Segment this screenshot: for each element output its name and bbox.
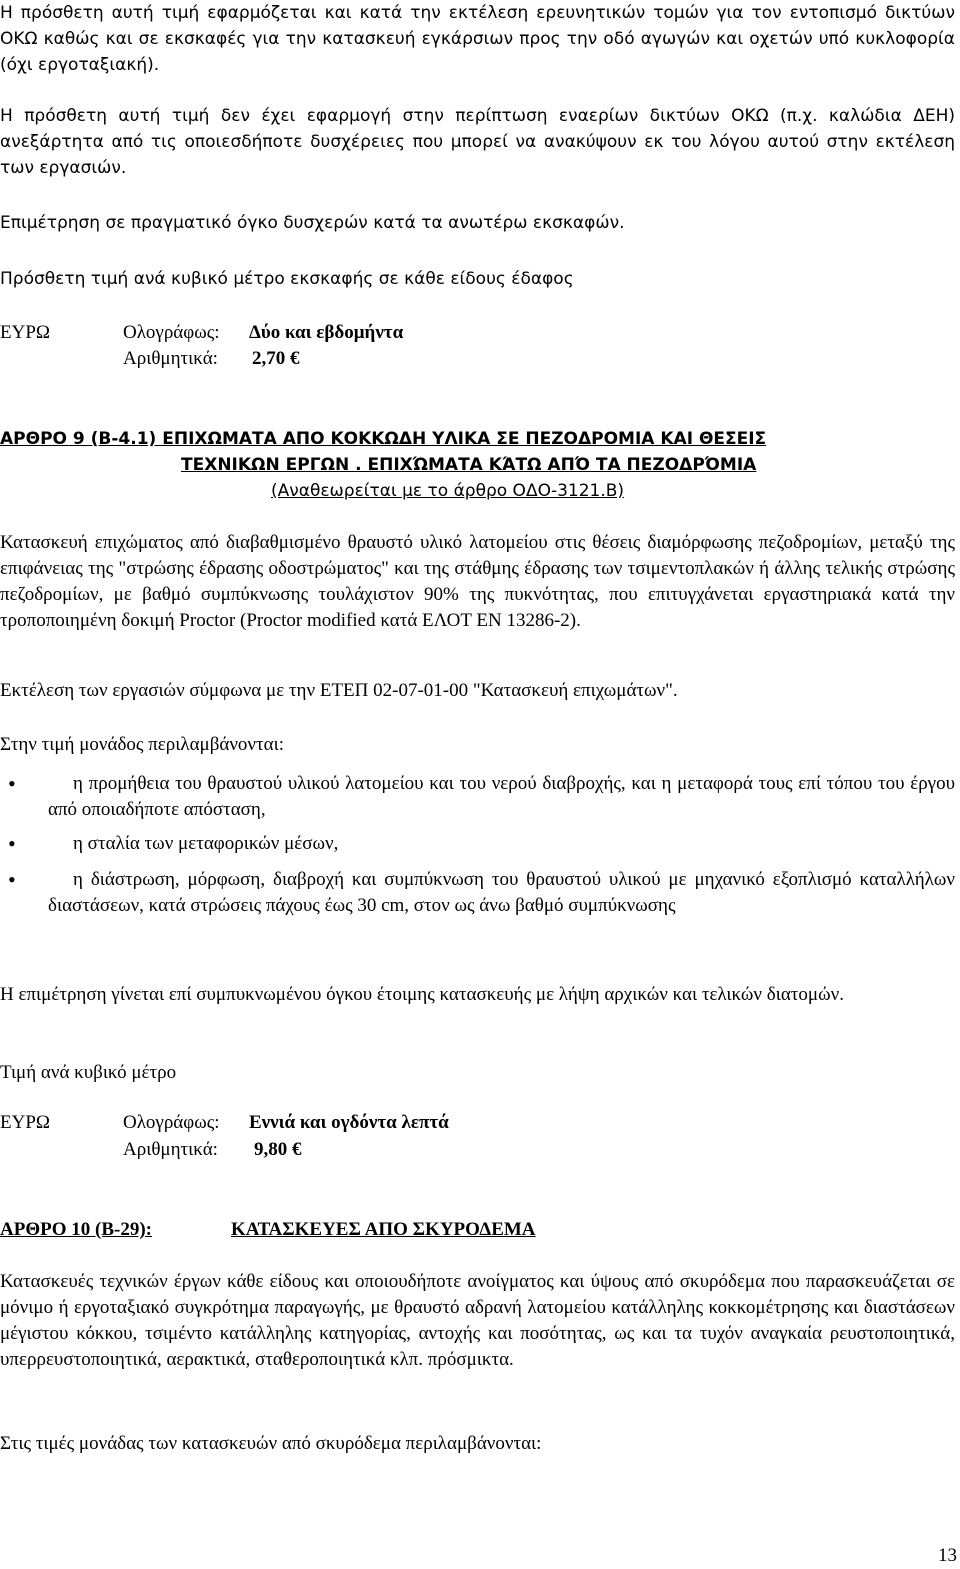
price-numeric-label: Αριθμητικά: [123,1139,218,1160]
price-numeric-value: 9,80 € [254,1139,302,1160]
article-9-paragraph-2: Εκτέλεση των εργασιών σύμφωνα με την ΕΤΕΠ 02-07-01-00 "Κατασκευή επιχωμάτων". [0,680,678,701]
bullet-icon: • [8,771,16,796]
price-words-value: Δύο και εβδομήντα [249,322,404,343]
article-9-heading-line-2: ΤΕΧΝΙΚΩΝ ΕΡΓΩΝ . ΕΠΙΧΏΜΑΤΑ ΚΆΤΩ ΑΠΌ ΤΑ ΠΕΖΟΔΡΌΜΙΑ [181,455,757,475]
intro-paragraph-3: Επιμέτρηση σε πραγματικό όγκο δυσχερών κατά τα ανωτέρω εκσκαφών. [0,213,625,233]
article-9-heading-line-1: ΑΡΘΡΟ 9 (Β-4.1) ΕΠΙΧΩΜΑΤΑ ΑΠΟ ΚΟΚΚΩΔΗ ΥΛΙΚΑ ΣΕ ΠΕΖΟΔΡΟΜΙΑ ΚΑΙ ΘΕΣΕΙΣ [0,429,767,449]
price-words-value: Εννιά και ογδόντα λεπτά [249,1112,449,1133]
price-numeric-value: 2,70 € [252,348,300,369]
page-number: 13 [938,1545,957,1566]
intro-paragraph-1: Η πρόσθετη αυτή τιμή εφαρμόζεται και κατά την εκτέλεση ερευνητικών τομών για τον εντοπισμό δικτύων ΟΚΩ καθώς και σε εκσκαφές για την κατασκευή εγκάρσιων προς την οδό αγωγών και οχετών υπό κυκλοφορία (όχι εργοταξιακή). [0,3,955,75]
intro-paragraph-2: Η πρόσθετη αυτή τιμή δεν έχει εφαρμογή στην περίπτωση εναερίων δικτύων ΟΚΩ (π.χ. καλώδια ΔΕΗ) ανεξάρτητα από τις οποιεσδήποτε δυσχέρειες που μπορεί να ανακύψουν εκ του λόγου αυτού στην εκτέλεση των εργασιών. [0,106,955,178]
price-words-label: Ολογράφως: [123,1112,220,1133]
article-9-paragraph-3: Στην τιμή μονάδος περιλαμβάνονται: [0,734,285,755]
article-9-heading-line-3: (Αναθεωρείται με το άρθρο ΟΔΟ-3121.Β) [271,481,625,501]
article-10-paragraph-1: Κατασκευές τεχνικών έργων κάθε είδους και οποιουδήποτε ανοίγματος και ύψους από σκυρόδεμα που παρασκευάζεται σε μόνιμο ή εργοταξιακό συγκρότημα παραγωγής, με θραυστό αδρανή λατομείου κατάλληλης κοκκομέτρησης και διαστάσεων μέγιστου κόκκου, τσιμέντο κατάλληλης κατηγορίας, αντοχής και ποσότητας, ως και τα τυχόν αναγκαία ρευστοποιητικά, υπερρευστοποιητικά, αερακτικά, σταθεροποιητικά κλπ. πρόσμικτα. [0,1271,955,1370]
bullet-icon: • [8,831,16,856]
bullet-item: η σταλία των μεταφορικών μέσων, [73,833,339,854]
intro-paragraph-4: Πρόσθετη τιμή ανά κυβικό μέτρο εκσκαφής σε κάθε είδους έδαφος [0,269,574,289]
price-words-label: Ολογράφως: [123,322,220,343]
price-currency: ΕΥΡΩ [0,1112,51,1133]
price-currency: ΕΥΡΩ [0,322,51,343]
price-numeric-label: Αριθμητικά: [123,348,218,369]
bullet-item: η προμήθεια του θραυστού υλικού λατομείου και του νερού διαβροχής, και η μεταφορά τους επί τόπου του έργου από οποιαδήποτε απόσταση, [48,773,955,820]
article-10-heading-title: ΚΑΤΑΣΚΕΥΕΣ ΑΠΟ ΣΚΥΡΟΔΕΜΑ [231,1219,536,1240]
article-9-paragraph-5: Τιμή ανά κυβικό μέτρο [0,1062,177,1083]
bullet-icon: • [8,867,16,892]
article-9-paragraph-1: Κατασκευή επιχώματος από διαβαθμισμένο θραυστό υλικό λατομείου στις θέσεις διαμόρφωσης πεζοδρομίων, μεταξύ της επιφάνειας της "στρώσης έδρασης οδοστρώματος" και της στάθμης έδρασης των τσιμεντοπλακών ή άλλης τελικής στρώσης πεζοδρομίων, με βαθμό συμπύκνωσης τουλάχιστον 90% της πυκνότητας, που επιτυγχάνεται εργαστηριακά κατά την τροποποιημένη δοκιμή Proctor (Proctor modified κατά ΕΛΟΤ ΕΝ 13286-2). [0,532,955,631]
bullet-item: η διάστρωση, μόρφωση, διαβροχή και συμπύκνωση του θραυστού υλικού με μηχανικό εξοπλισμό καταλλήλων διαστάσεων, κατά στρώσεις πάχους έως 30 cm, στον ως άνω βαθμό συμπύκνωσης [48,869,955,916]
article-10-heading-number: ΑΡΘΡΟ 10 (Β-29): [0,1219,152,1240]
article-9-paragraph-4: Η επιμέτρηση γίνεται επί συμπυκνωμένου όγκου έτοιμης κατασκευής με λήψη αρχικών και τελικών διατομών. [0,984,844,1005]
article-10-paragraph-2: Στις τιμές μονάδας των κατασκευών από σκυρόδεμα περιλαμβάνονται: [0,1433,542,1454]
